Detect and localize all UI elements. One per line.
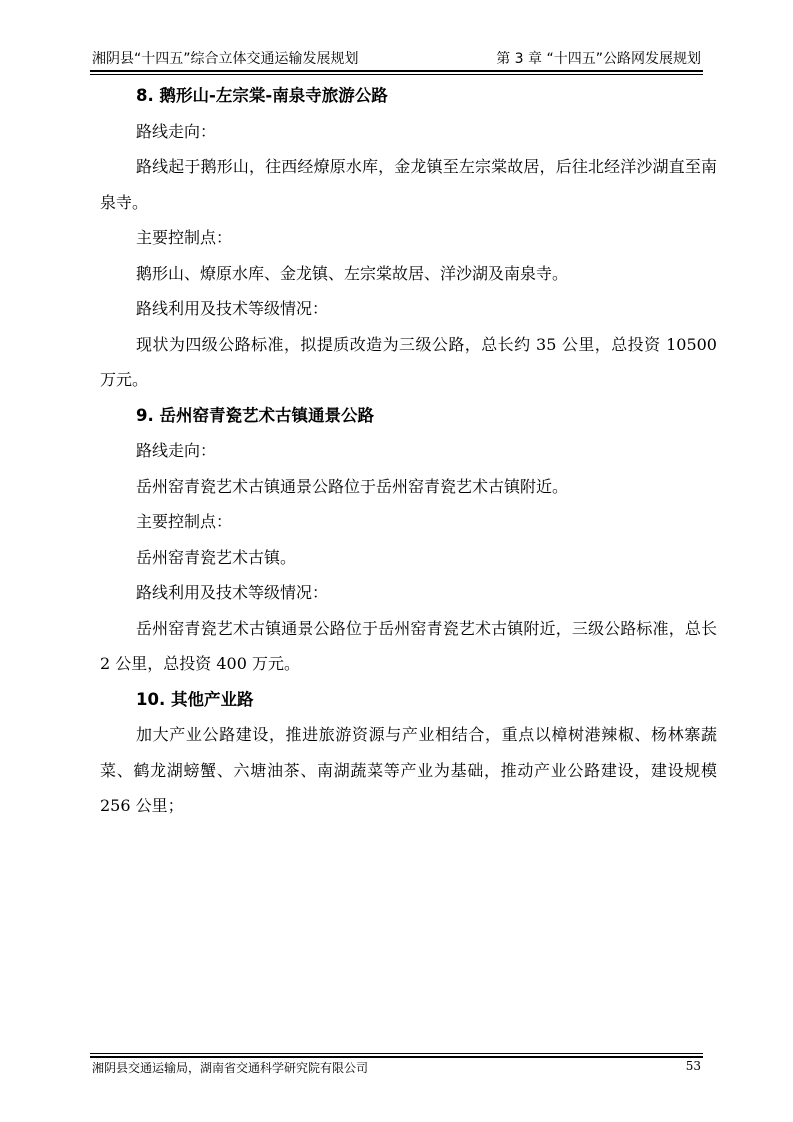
section-8-route-label: 路线走向： bbox=[136, 121, 217, 141]
section-8-title: 8. 鹅形山-左宗棠-南泉寺旅游公路 bbox=[136, 86, 388, 105]
header-chapter-title: 第 3 章 “十四五”公路网发展规划 bbox=[496, 51, 701, 67]
page-footer bbox=[92, 1059, 701, 1076]
section-9-tech-text: 岳州窑青瓷艺术古镇通景公路位于岳州窑青瓷艺术古镇附近，三级公路标准，总长 2 公里，总投资 400 万元。 bbox=[100, 618, 717, 673]
header-divider bbox=[90, 70, 703, 72]
page-header bbox=[92, 44, 701, 68]
section-9-control-text: 岳州窑青瓷艺术古镇。 bbox=[136, 547, 297, 567]
page-number: 53 bbox=[685, 1059, 701, 1073]
section-10-text: 加大产业公路建设，推进旅游资源与产业相结合，重点以樟树港辣椒、杨林寨蔬菜、鹤龙湖螃蟹、六塘油茶、南湖蔬菜等产业为基础，推动产业公路建设，建设规模 256 公里； bbox=[100, 725, 717, 815]
section-9-tech-label: 路线利用及技术等级情况： bbox=[136, 583, 329, 602]
section-8-tech-text: 现状为四级公路标准，拟提质改造为三级公路，总长约 35 公里，总投资 10500 万元。 bbox=[100, 334, 717, 389]
section-9-route-text: 岳州窑青瓷艺术古镇通景公路位于岳州窑青瓷艺术古镇附近。 bbox=[136, 476, 569, 496]
footer-divider bbox=[90, 1056, 703, 1058]
section-10-title: 10. 其他产业路 bbox=[136, 689, 254, 709]
section-9-control-label: 主要控制点： bbox=[136, 512, 233, 531]
section-8-control-text: 鹅形山、燎原水库、金龙镇、左宗棠故居、洋沙湖及南泉寺。 bbox=[136, 263, 569, 283]
footer-organizations: 湘阴县交通运输局，湖南省交通科学研究院有限公司 bbox=[92, 1061, 369, 1075]
section-9-route-label: 路线走向： bbox=[136, 441, 217, 460]
page-body bbox=[100, 78, 717, 824]
header-divider-thin bbox=[90, 74, 703, 75]
section-8-tech-label: 路线利用及技术等级情况： bbox=[136, 299, 329, 318]
header-document-title: 湘阴县“十四五”综合立体交通运输发展规划 bbox=[92, 51, 359, 67]
footer-divider-thin bbox=[90, 1053, 703, 1054]
section-9-title: 9. 岳州窑青瓷艺术古镇通景公路 bbox=[136, 405, 374, 425]
section-8-control-label: 主要控制点： bbox=[136, 228, 233, 247]
section-8-route-text: 路线起于鹅形山，往西经燎原水库，金龙镇至左宗棠故居，后往北经洋沙湖直至南泉寺。 bbox=[100, 157, 717, 212]
